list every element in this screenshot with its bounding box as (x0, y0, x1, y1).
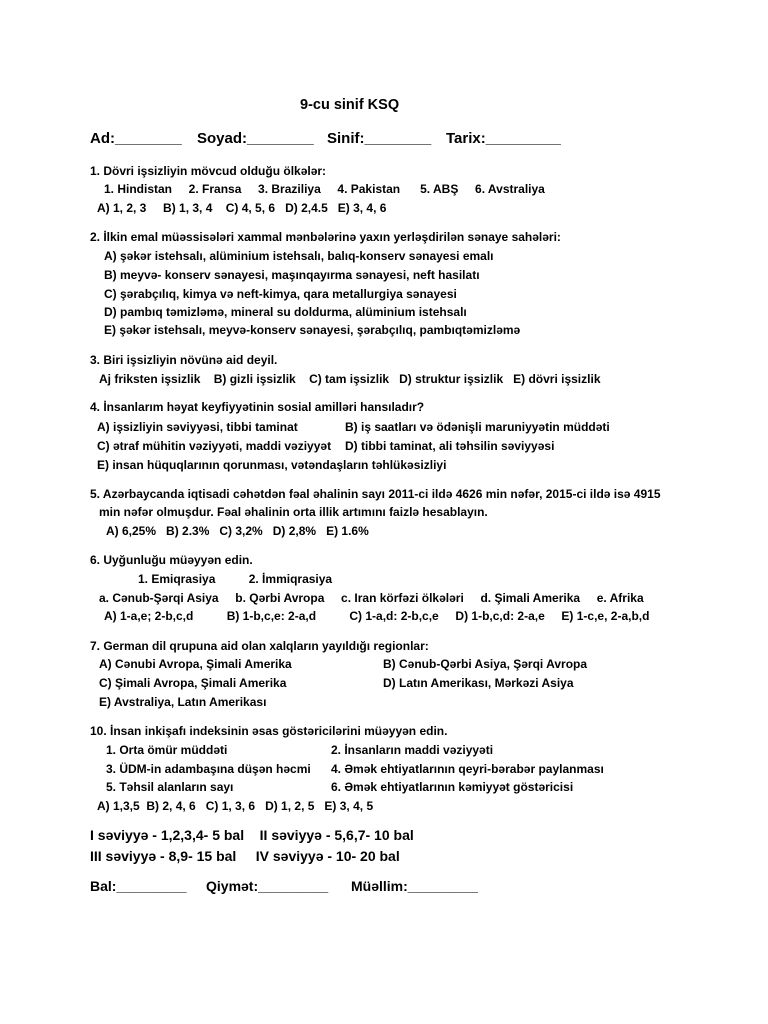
q6-answers: A) 1-a,e; 2-b,c,d B) 1-b,c,e: 2-a,d C) 1-a,d: 2-b,c,e D) 1-b,c,d: 2-a,e E) 1-c,e, 2-a,b,d (104, 609, 650, 623)
question-10: 10. İnsan inkişafı indeksinin əsas göstəricilərini müəyyən edin. (90, 724, 448, 738)
grading-line-2: III səviyyə - 8,9- 15 bal IV səviyyə - 10- 20 bal (90, 848, 400, 864)
teacher-field: Müəllim:_________ (351, 878, 478, 894)
question-4: 4. İnsanlarım həyat keyfiyyətinin sosial amilləri hansıladır? (90, 400, 425, 414)
q7-answer-b: B) Cənub-Qərbi Asiya, Şərqi Avropa (383, 657, 588, 671)
q10-item-6: 6. Əmək ehtiyatlarının kəmiyyət göstəricisi (331, 780, 574, 794)
grading-line-1: I səviyyə - 1,2,3,4- 5 bal II səviyyə - 5,6,7- 10 bal (90, 827, 414, 843)
name-field: Ad:________ (90, 130, 182, 147)
q10-item-1: 1. Orta ömür müddəti (106, 743, 228, 757)
q2-answer-a: A) şəkər istehsalı, alüminium istehsalı, balıq-konserv sənayesi emalı (104, 249, 494, 263)
q10-item-3: 3. ÜDM-in adambaşına düşən həcmi (106, 762, 311, 776)
q7-answer-c: C) Şimali Avropa, Şimali Amerika (99, 676, 287, 690)
q5-answers: A) 6,25% B) 2.3% C) 3,2% D) 2,8% E) 1.6% (106, 524, 369, 538)
q4-answer-d: D) tibbi taminat, ali təhsilin səviyyəsi (345, 439, 555, 453)
grade-field: Qiymət:_________ (206, 878, 329, 894)
q2-answer-b: B) meyvə- konserv sənayesi, maşınqayırma sənayesi, neft hasilatı (104, 268, 480, 282)
q1-answers: A) 1, 2, 3 B) 1, 3, 4 C) 4, 5, 6 D) 2,4.5 E) 3, 4, 6 (97, 201, 387, 215)
question-2: 2. İlkin emal müəssisələri xammal mənbələrinə yaxın yerləşdirilən sənaye sahələri: (90, 230, 561, 244)
q10-item-4: 4. Əmək ehtiyatlarının qeyri-bərabər paylanması (331, 762, 604, 776)
question-6: 6. Uyğunluğu müəyyən edin. (90, 553, 253, 567)
question-7: 7. German dil qrupuna aid olan xalqların yayıldığı regionlar: (90, 639, 429, 653)
q10-item-2: 2. İnsanların maddi vəziyyəti (331, 743, 494, 757)
q7-answer-d: D) Latın Amerikası, Mərkəzi Asiya (383, 676, 574, 690)
q3-answers: Aj friksten işsizlik B) gizli işsizlik C) tam işsizlik D) struktur işsizlik E) dövri işsizlik (99, 372, 601, 386)
q7-answer-e: E) Avstraliya, Latın Amerikası (99, 695, 267, 709)
score-field: Bal:_________ (90, 878, 187, 894)
q6-items: a. Cənub-Şərqi Asiya b. Qərbi Avropa c. Iran körfəzi ölkələri d. Şimali Amerika e. Afrika (99, 591, 644, 605)
q1-options: 1. Hindistan 2. Fransa 3. Braziliya 4. Pakistan 5. ABŞ 6. Avstraliya (104, 182, 545, 196)
q10-answers: A) 1,3,5 B) 2, 4, 6 C) 1, 3, 6 D) 1, 2, 5 E) 3, 4, 5 (97, 799, 374, 813)
date-field: Tarix:_________ (446, 130, 561, 147)
q4-answer-e: E) insan hüquqlarının qorunması, vətəndaşların təhlükəsizliyi (97, 458, 447, 472)
q4-answer-c: C) ətraf mühitin vəziyyəti, maddi vəziyyət (97, 439, 332, 453)
question-1: 1. Dövri işsizliyin mövcud olduğu ölkələr: (90, 164, 327, 178)
page-title: 9-cu sinif KSQ (300, 97, 400, 113)
q4-answer-b: B) iş saatları və ödənişli maruniyyətin müddəti (345, 420, 610, 434)
surname-field: Soyad:________ (197, 130, 314, 147)
q4-answer-a: A) işsizliyin səviyyəsi, tibbi taminat (97, 420, 298, 434)
question-5: 5. Azərbaycanda iqtisadi cəhətdən fəal əhalinin sayı 2011-ci ildə 4626 min nəfər, 2015-ci ildə isə 4915 (90, 487, 661, 501)
q2-answer-e: E) şəkər istehsalı, meyvə-konserv sənayesi, şərabçılıq, pambıqtəmizləmə (104, 323, 521, 337)
class-field: Sinif:________ (327, 130, 432, 147)
q2-answer-d: D) pambıq təmizləmə, mineral su doldurma, alüminium istehsalı (104, 305, 467, 319)
q6-columns: 1. Emiqrasiya 2. İmmiqrasiya (138, 572, 333, 586)
question-5-continued: min nəfər olmuşdur. Fəal əhalinin orta illik artımını faizlə hesablayın. (99, 505, 488, 519)
q10-item-5: 5. Təhsil alanların sayı (106, 780, 234, 794)
q2-answer-c: C) şərabçılıq, kimya və neft-kimya, qara metallurgiya sənayesi (104, 287, 457, 301)
q7-answer-a: A) Cənubi Avropa, Şimali Amerika (99, 657, 292, 671)
question-3: 3. Biri işsizliyin növünə aid deyil. (90, 353, 278, 367)
